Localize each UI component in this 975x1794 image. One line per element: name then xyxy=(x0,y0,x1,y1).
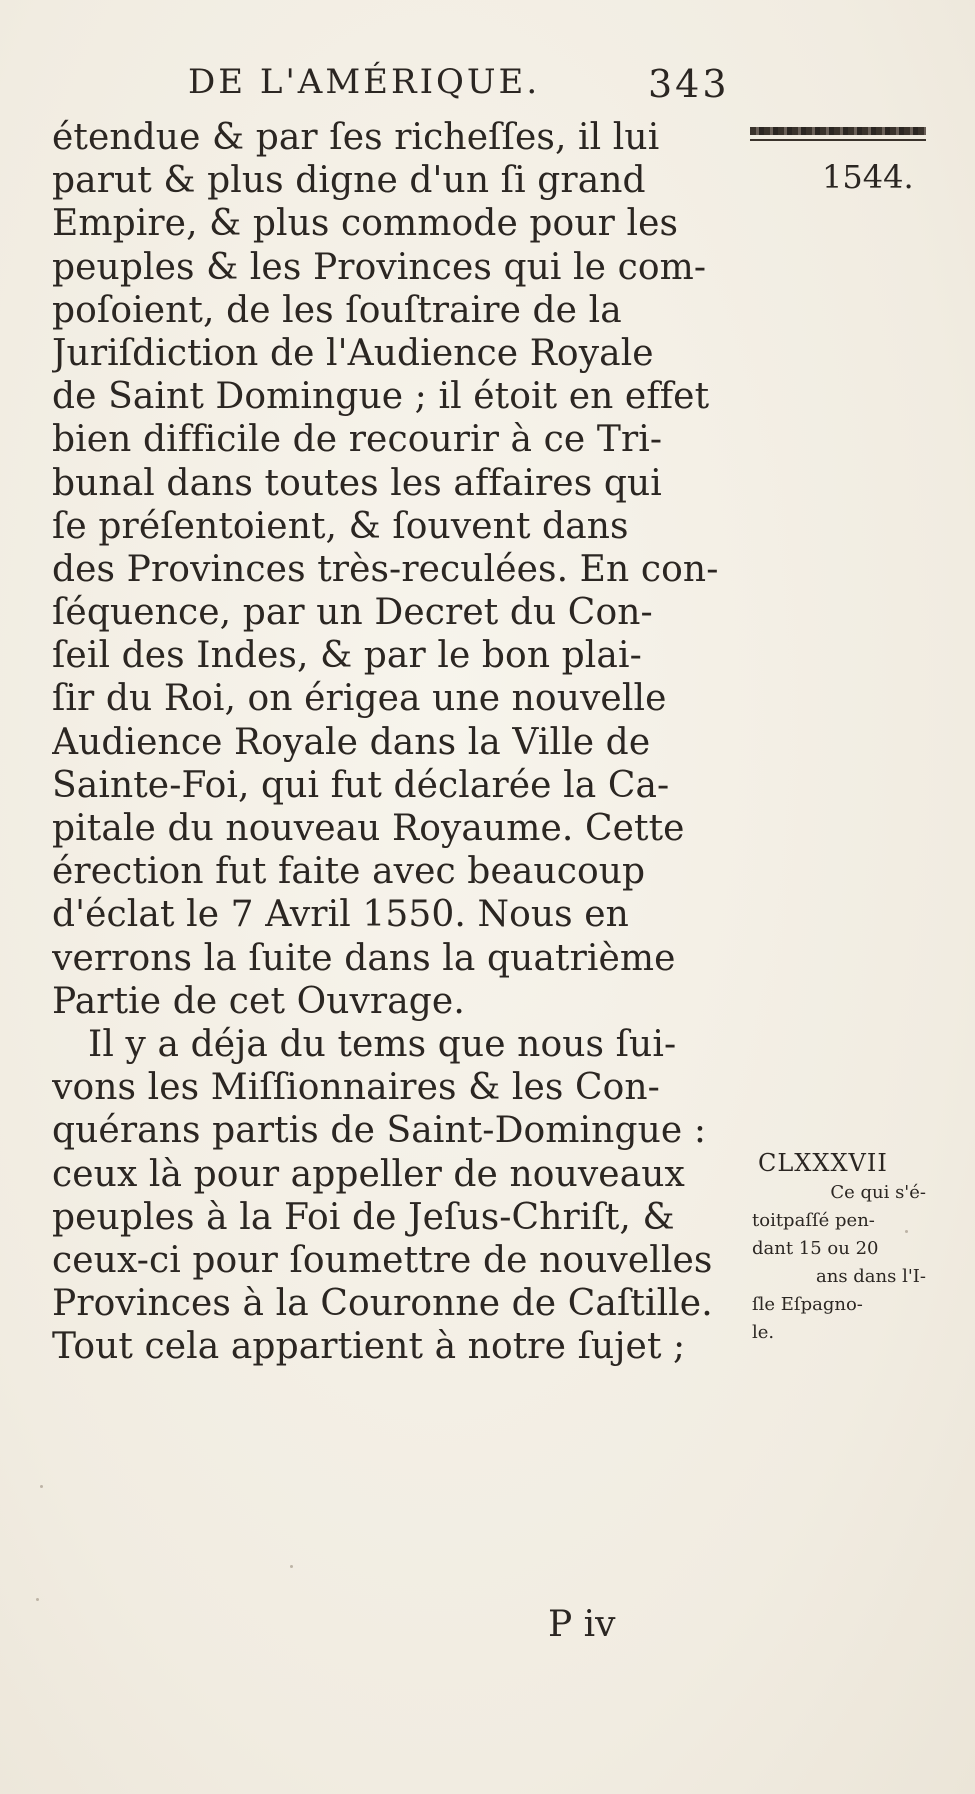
text-line: ceux-ci pour ſoumettre de nouvelles xyxy=(52,1239,713,1281)
margin-thin-rule xyxy=(750,139,926,141)
text-line: bien difficile de recourir à ce Tri- xyxy=(52,419,663,461)
sidenote-line: ſle Eſpagno- xyxy=(752,1294,863,1315)
sidenote-line: ans dans l'I- xyxy=(816,1266,926,1287)
text-line: vons les Miſſionnaires & les Con- xyxy=(52,1067,660,1109)
text-line: érection fut faite avec beaucoup xyxy=(52,851,646,893)
text-line: Tout cela appartient à notre ſujet ; xyxy=(52,1326,686,1368)
text-line: pitale du nouveau Royaume. Cette xyxy=(52,808,685,849)
text-line: Juriſdiction de l'Audience Royale xyxy=(52,332,654,374)
text-line: peuples à la Foi de Jeſus-Chriſt, & xyxy=(52,1196,675,1238)
text-line: ſe préſentoient, & ſouvent dans xyxy=(52,505,629,547)
text-line: ſéquence, par un Decret du Con- xyxy=(52,592,653,634)
paper-speck xyxy=(905,1230,908,1233)
running-title: DE L'AMÉRIQUE. xyxy=(188,62,541,102)
paper-speck xyxy=(290,1565,293,1568)
text-line: Provinces à la Couronne de Caſtille. xyxy=(52,1283,713,1325)
text-line: parut & plus digne d'un ſi grand xyxy=(52,160,646,202)
text-line: d'éclat le 7 Avril 1550. Nous en xyxy=(52,894,629,936)
sidenote-line: Ce qui s'é- xyxy=(830,1182,926,1203)
paper-speck xyxy=(40,1485,43,1488)
text-line: poſoient, de les ſouſtraire de la xyxy=(52,289,622,331)
sidenote-line: toitpaſſé pen- xyxy=(752,1210,875,1231)
text-line: quérans partis de Saint-Domingue : xyxy=(52,1110,707,1152)
text-line: Empire, & plus commode pour les xyxy=(52,203,679,245)
margin-sidenote xyxy=(752,1147,932,1347)
text-line: de Saint Domingue ; il étoit en effet xyxy=(52,376,710,418)
running-header xyxy=(188,62,730,106)
text-line: peuples & les Provinces qui le com- xyxy=(52,246,707,288)
page-number: 343 xyxy=(648,62,730,106)
text-line: verrons la ſuite dans la quatrième xyxy=(52,937,676,979)
signature-mark: P iv xyxy=(548,1604,616,1645)
sidenote-line: le. xyxy=(752,1322,775,1343)
sidenote-number: CLXXXVII xyxy=(758,1149,888,1177)
paper-speck xyxy=(36,1598,39,1601)
text-line: Sainte-Foi, qui fut déclarée la Ca- xyxy=(52,764,670,806)
text-line: Partie de cet Ouvrage. xyxy=(52,980,465,1022)
text-line: ſeil des Indes, & par le bon plai- xyxy=(52,635,642,677)
sidenote-line: dant 15 ou 20 xyxy=(752,1238,879,1259)
text-line: étendue & par ſes richeſſes, il lui xyxy=(52,117,660,158)
text-line: ſir du Roi, on érigea une nouvelle xyxy=(52,678,667,720)
body-text xyxy=(52,116,732,1368)
text-line: Audience Royale dans la Ville de xyxy=(52,721,651,763)
margin-year: 1544. xyxy=(822,158,914,196)
text-line: bunal dans toutes les affaires qui xyxy=(52,462,662,504)
text-line: des Provinces très-reculées. En con- xyxy=(52,548,719,590)
paragraph-start-line: Il y a déja du tems que nous ſui- xyxy=(88,1023,677,1065)
margin-ornament-rule xyxy=(750,127,926,135)
text-line: ceux là pour appeller de nouveaux xyxy=(52,1153,685,1195)
